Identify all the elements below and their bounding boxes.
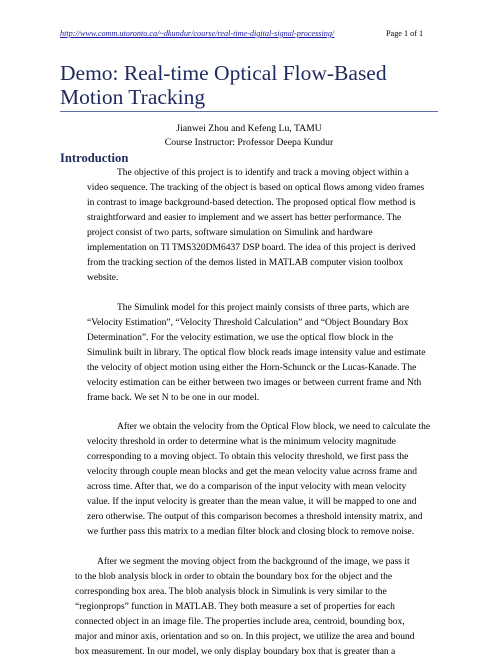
title-line: Demo: Real-time Optical Flow-Based — [60, 61, 387, 85]
text-line: The objective of this project is to identify and track a moving object within a — [117, 168, 409, 178]
text-line: corresponding box area. The blob analysis block in Simulink is very similar to the — [75, 586, 387, 597]
header-url-link[interactable]: http://www.comm.utoronto.ca/~dkundur/course/real-time-digital-signal-processing/ — [60, 29, 335, 38]
text-line: the velocity of object motion using either the Horn-Schunck or the Lucas-Kanade. The — [87, 362, 417, 373]
text-line: velocity estimation can be either between two images or between current frame and Nth — [87, 377, 422, 388]
paragraph — [87, 166, 440, 286]
text-line: value. If the input velocity is greater than the mean value, it will be mapped to one and — [87, 497, 417, 508]
text-line: video sequence. The tracking of the object is based on optical flows among video frames — [87, 183, 425, 193]
text-line: website. — [87, 273, 119, 283]
text-line: major and minor axis, orientation and so on. In this project, we utilize the area and bound — [75, 631, 415, 642]
paragraph — [75, 555, 440, 660]
text-line: “regionprops” function in MATLAB. They both measure a set of properties for each — [75, 601, 395, 612]
text-line: across time. After that, we do a comparison of the input velocity with mean velocity — [87, 482, 407, 493]
paragraph — [87, 301, 440, 406]
text-line: box measurement. In our model, we only display boundary box that is greater than a — [75, 646, 396, 657]
text-line: Simulink built in library. The optical flow block reads image intensity value and estimate — [87, 347, 426, 358]
document-title — [60, 61, 440, 109]
text-line: zero otherwise. The output of this comparison becomes a threshold intensity matrix, and — [87, 512, 423, 523]
document-body — [75, 166, 440, 660]
text-line: straightforward and easier to implement and we assert has better performance. The — [87, 213, 402, 223]
text-line: in contrast to image background-based detection. The proposed optical flow method is — [87, 198, 416, 208]
title-line: Motion Tracking — [60, 85, 206, 109]
text-line: we further pass this matrix to a median filter block and closing block to remove noise. — [87, 527, 415, 538]
text-line: “Velocity Estimation”, “Velocity Threshold Calculation” and “Object Boundary Box — [87, 317, 409, 328]
author-names: Jianwei Zhou and Kefeng Lu, TAMU — [176, 123, 322, 134]
text-line: frame back. We set N to be one in our model. — [87, 392, 260, 403]
text-line: project consist of two parts, software simulation on Simulink and hardware — [87, 228, 373, 238]
text-line: The Simulink model for this project mainly consists of three parts, which are — [117, 302, 410, 313]
text-line: corresponding to a moving object. To obtain this velocity threshold, we first pass the — [87, 452, 409, 463]
section-heading: Introduction — [60, 151, 129, 165]
text-line: connected object in an image file. The properties include area, centroid, bounding box, — [75, 616, 405, 627]
page-number: Page 1 of 1 — [386, 29, 424, 38]
text-line: from the tracking section of the demos listed in MATLAB computer vision toolbox — [87, 258, 404, 268]
text-line: Determination”. For the velocity estimation, we use the optical flow block in the — [87, 332, 394, 343]
text-line: to the blob analysis block in order to obtain the boundary box for the object and the — [75, 571, 393, 582]
text-line: After we segment the moving object from the background of the image, we pass it — [97, 556, 410, 567]
paragraph — [87, 420, 440, 540]
title-divider — [60, 111, 438, 112]
text-line: velocity threshold in order to determine what is the minimum velocity magnitude — [87, 437, 396, 448]
text-line: After we obtain the velocity from the Optical Flow block, we need to calculate the — [117, 422, 431, 433]
author-block — [60, 122, 438, 150]
text-line: velocity through couple mean blocks and get the mean velocity value across frame and — [87, 467, 418, 478]
course-instructor: Course Instructor: Professor Deepa Kundur — [164, 137, 334, 148]
text-line: implementation on TI TMS320DM6437 DSP board. The idea of this project is derived — [87, 243, 416, 253]
